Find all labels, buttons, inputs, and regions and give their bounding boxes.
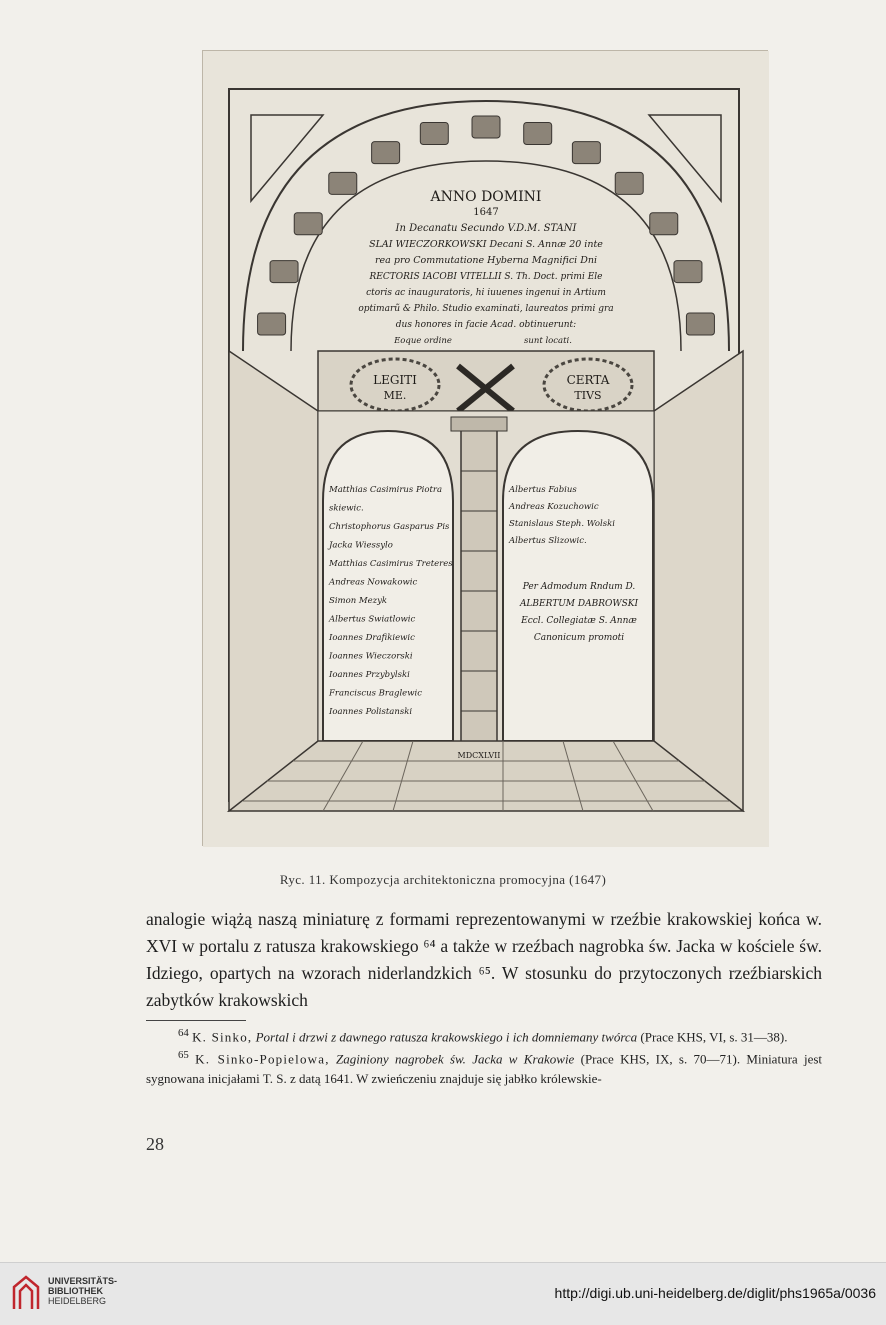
coffer-rosette: [472, 116, 500, 138]
coffer-rosette: [372, 142, 400, 164]
central-column: [461, 429, 497, 745]
arch-line: dus honores in facie Acad. obtinuerunt:: [395, 320, 577, 330]
wall-left: [229, 351, 318, 811]
body-paragraph: analogie wiążą naszą miniaturę z formami reprezentowanymi w rzeźbie krakowskiej końca w. XVI w portalu z ratusza krakowskiego ⁶⁴ a także w rzeźbach nagrobka św. Jacka w kościele św. Idziego, opartych na wzorach niderlandzkich ⁶⁵. W stosunku do przytoczonych rzeźbiarskich zabytków krakowskich: [146, 909, 822, 1010]
permalink-url[interactable]: http://digi.ub.uni-heidelberg.de/diglit/phs1965a/0036: [554, 1285, 876, 1301]
coffer-rosette: [674, 261, 702, 283]
right-name: Andreas Kozuchowic: [509, 502, 599, 512]
right-name: Albertus Fabius: [509, 485, 577, 495]
arch-line: In Decanatu Secundo V.D.M. STANI: [395, 223, 577, 234]
library-name[interactable]: [48, 1276, 117, 1306]
left-name: Andreas Nowakowic: [329, 577, 418, 588]
viewer-footer: [0, 1262, 886, 1325]
right-name: Albertus Slizowic.: [509, 536, 587, 546]
library-name-line: BIBLIOTHEK: [48, 1286, 103, 1296]
wreath-left-line1: LEGITI: [373, 373, 417, 387]
wall-right: [654, 351, 743, 811]
arch-year: 1647: [473, 207, 499, 218]
wreath-right-line1: CERTA: [566, 373, 610, 387]
arch-last-left: Eoque ordine: [394, 336, 452, 346]
left-name: Ioannes Wieczorski: [329, 651, 413, 662]
figure-illustration: [202, 50, 768, 846]
footnote-number: 64: [178, 1027, 189, 1039]
university-library-logo-icon[interactable]: [10, 1273, 42, 1313]
coffer-rosette: [420, 123, 448, 145]
footnote-title: Portal i drzwi z dawnego ratusza krakowskiego i ich domniemany twórca: [255, 1029, 638, 1045]
library-name-line: HEIDELBERG: [48, 1296, 107, 1306]
wreath-left-line2: ME.: [383, 389, 407, 402]
arch-line: ctoris ac inauguratoris, hi iuuenes ingenui in Artium: [366, 288, 606, 298]
left-name: Simon Mezyk: [329, 596, 388, 606]
arch-last-right: sunt locati.: [524, 336, 572, 346]
coffer-rosette: [650, 213, 678, 235]
left-name: Christophorus Gasparus Pis: [329, 522, 450, 532]
wreath-right-line2: TIVS: [574, 389, 602, 402]
footnote-title: Zaginiony nagrobek św. Jacka w Krakowie: [335, 1051, 575, 1067]
coffer-rosette: [258, 313, 286, 335]
coffer-rosette: [270, 261, 298, 283]
left-name: Matthias Casimirus Piotra: [329, 485, 443, 495]
footnote-number: 65: [178, 1049, 189, 1062]
column-base-date: MDCXLVII: [457, 751, 501, 760]
coffer-rosette: [686, 313, 714, 335]
figure-caption: Ryc. 11. Kompozycja architektoniczna promocyjna (1647): [279, 872, 607, 887]
footnote-rest: (Prace KHS, VI, s. 31—38).: [640, 1029, 788, 1045]
arch-line: SLAI WIECZORKOWSKI Decani S. Annæ 20 inte: [369, 239, 603, 250]
left-name: Ioannes Drafikiewic: [329, 633, 415, 643]
arch-line: rea pro Commutatione Hyberna Magnifici Dni: [375, 255, 597, 266]
page-number: 28: [146, 1134, 164, 1154]
footnote-author: K. Sinko,: [192, 1029, 253, 1045]
coffer-rosette: [329, 172, 357, 194]
coffer-rosette: [615, 172, 643, 194]
dedication-line: Per Admodum Rndum D.: [522, 582, 636, 592]
left-name: Ioannes Przybylski: [329, 670, 410, 680]
left-name: Jacka Wiessylo: [329, 540, 393, 551]
coffer-rosette: [294, 213, 322, 235]
architectural-drawing: [203, 51, 769, 847]
arch-line: optimarũ & Philo. Studio examinati, laureatos primi gra: [358, 304, 614, 314]
footnote-separator: [146, 1020, 246, 1021]
footnotes: [146, 1024, 822, 1088]
arch-heading: ANNO DOMINI: [430, 189, 542, 205]
right-name: Stanislaus Steph. Wolski: [509, 519, 616, 529]
coffer-rosette: [524, 123, 552, 145]
left-name: Ioannes Polistanski: [329, 707, 413, 717]
arch-line: RECTORIS IACOBI VITELLII S. Th. Doct. primi Ele: [369, 272, 603, 282]
library-name-line: UNIVERSITÄTS-: [48, 1276, 118, 1286]
dedication-line: Eccl. Collegiatæ S. Annæ: [521, 616, 637, 626]
dedication-line: Canonicum promoti: [533, 633, 625, 643]
coffer-rosette: [572, 142, 600, 164]
footnote-rest: (Prace KHS, IX, s. 70—71). Miniatura jest sygnowana inicjałami T. S. z datą 1641. W zwieńczeniu znajduje się jabłko królewskie-: [146, 1051, 823, 1086]
column-capital: [451, 417, 507, 431]
dedication-line: ALBERTUM DABROWSKI: [519, 599, 639, 609]
left-name: Albertus Swiatlowic: [329, 614, 416, 625]
left-name: Franciscus Braglewic: [329, 688, 422, 699]
footnote-author: K. Sinko-Popielowa,: [195, 1051, 330, 1067]
footnote-65: [146, 1046, 822, 1087]
left-name: skiewic.: [329, 503, 364, 514]
footnote-64: [146, 1024, 822, 1046]
left-name: Matthias Casimirus Treteres: [329, 559, 453, 569]
